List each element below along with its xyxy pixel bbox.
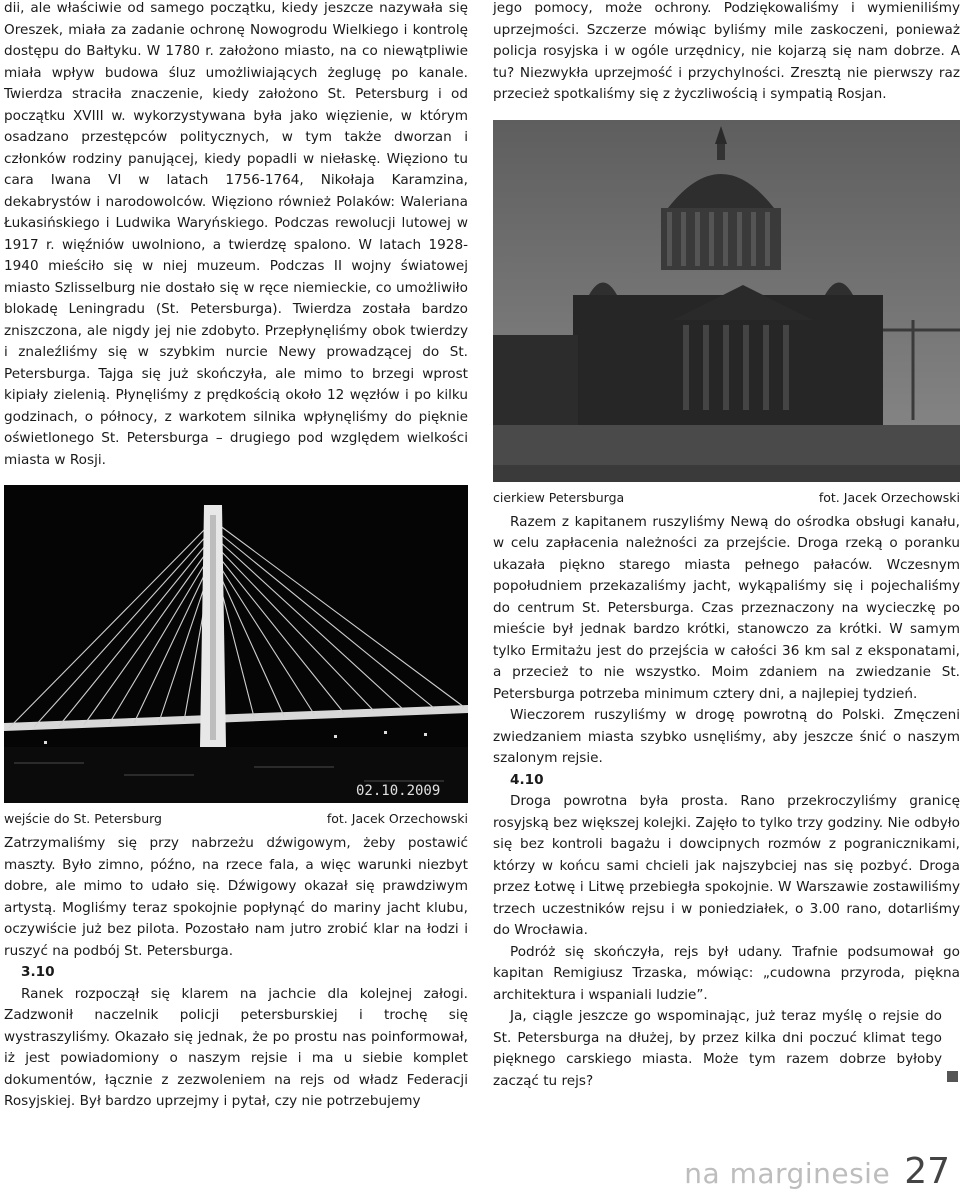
magazine-name: na marginesie (684, 1157, 891, 1190)
bridge-photo (4, 485, 468, 803)
right-column (493, 0, 960, 1092)
left-photo-caption (4, 811, 468, 827)
page-footer (684, 1151, 950, 1192)
photo-credit: fot. Jacek Orzechowski (326, 811, 468, 826)
left-paragraph-3: Ranek rozpoczął się klarem na jachcie dla kolejnej załogi. Zadzwonił naczelnik policji petersburskiej i trochę się wystraszyliśmy. Okazało się jednak, że po prostu nas poinformował, iż jest powiadomiony o naszym rejsie i ma u siebie komplet dokumentów, łącznie z zezwoleniem na rejs od władz Federacji Rosyjskiej. Był bardzo uprzejmy i pytał, czy nie potrzebujemy (4, 985, 468, 1109)
photo-date-stamp: 02.10.2009 (356, 783, 441, 799)
st-isaac-cathedral-image (493, 120, 960, 482)
caption-text: cierkiew Petersburga (493, 489, 625, 505)
left-intro-paragraph: dii, ale właściwie od samego początku, kiedy jeszcze nazywała się Oreszek, miała za zadanie ochronę Nowogrodu Wielkiego i kontrolę dostępu do Bałtyku. W 1780 r. założono miasto, na co niewątpliwie miała wpływ budowa śluz umożliwiających żeglugę po kanale. Twierdza straciła znaczenie, kiedy założono St. Petersburg i od początku XVIII w. wykorzystywana była jako więzienie, w którym osadzano przestępców politycznych, w tym także dworzan i członków rodziny panującej, kiedy popadli w niełaskę. Więziono tu cara Iwana VI w latach 1756-1764, Nikołaja Karamzina, dekabrystów i narodowolców. Więziono również Polaków: Waleriana Łukasińskiego i Ludwika Waryńskiego. Podczas rewolucji lutowej w 1917 r. więźniów uwolniono, a twierdzę spalono. W latach 1928-1940 mieściło się w niej muzeum. Podczas II wojny światowej miasto Szlisselburg nie dostało się w ręce niemieckie, co umożliwiło blokadę Leningradu (St. Petersburga). Twierdza została bardzo zniszczona, ale nigdy jej nie zdobyto. Przepłynęliśmy obok twierdzy i znaleźliśmy się w szybkim nurcie Newy prowadzącej do St. Petersburga. Tajga się już skończyła, ale mimo to brzegi wprost kipiały zielenią. Płynęliśmy z prędkością około 12 węzłów i po kilku godzinach, o północy, z warkotem silnika wpłynęliśmy do pięknie oświetlonego St. Petersburga – drugiego pod względem wielkości miasta w Rosji. (4, 0, 468, 468)
cathedral-photo (493, 120, 960, 482)
right-photo-caption (493, 490, 960, 506)
right-intro-paragraph: jego pomocy, może ochrony. Podziękowaliśmy i wymieniliśmy uprzejmości. Szczerze mówiąc byliśmy mile zaskoczeni, ponieważ policja rosyjska i w ogóle urzędnicy, nie kojarzą się nam dobrze. A tu? Niezwykła uprzejmość i przychylności. Zresztą nie pierwszy raz przecież spotkaliśmy się z życzliwością i sympatią Rosjan. (493, 0, 960, 102)
end-of-article-mark (947, 1071, 958, 1082)
page-number: 27 (904, 1151, 950, 1192)
right-paragraph-5: Ja, ciągle jeszcze go wspominając, już teraz myślę o rejsie do St. Petersburga na dłużej, by przez kilka dni poczuć klimat tego pięknego carskiego miasta. Może tym razem dobrze byłoby zacząć tu rejs? (493, 1006, 960, 1092)
heading-3-10: 3.10 (21, 964, 55, 980)
left-column (4, 0, 468, 1113)
heading-4-10: 4.10 (510, 771, 544, 788)
caption-text: wejście do St. Petersburg (4, 811, 162, 826)
right-paragraph-3: Droga powrotna była prosta. Rano przekroczyliśmy granicę rosyjską bez większej kolejki. Zajęło to tylko trzy godziny. Nie odbyło się bez kontroli bagażu i dowcipnych rozmów z pogranicznikami, którzy w końcu sami chcieli jak najszybciej nas się pozbyć. Droga przez Łotwę i Litwę przebiegła spokojnie. W Warszawie zostawiliśmy trzech uczestników rejsu i w poniedziałek, o 3.00 rano, dotarliśmy do Wrocławia. (493, 793, 960, 938)
right-paragraph-1: Razem z kapitanem ruszyliśmy Newą do ośrodka obsługi kanału, w celu zapłacenia należności za przejście. Droga rzeką o poranku ukazała piękno starego miasta pełnego pałaców. Wczesnym popołudniem przekazaliśmy jacht, wykąpaliśmy się i pojechaliśmy do centrum St. Petersburga. Czas przeznaczony na wycieczkę po mieście był jednak bardzo krótki, stanowczo za krótki. W samym tylko Ermitażu jest do przejścia w całości 36 km sal z eksponatami, a przecież to nie wszystko. Moim zdaniem na zwiedzanie St. Petersburga potrzeba minimum cztery dni, a najlepiej tydzień. (493, 513, 960, 702)
left-paragraph-2: Zatrzymaliśmy się przy nabrzeżu dźwigowym, żeby postawić maszty. Było zimno, późno, na rzece fala, a więc warunki niezbyt dobre, ale mimo to udało się. Dźwigowy okazał się prawdziwym artystą. Mogliśmy teraz spokojnie popłynąć do mariny jacht klubu, oczywiście już bez pilota. Pozostało nam jutro zrobić klar na łodzi i ruszyć na podbój St. Petersburga. (4, 835, 468, 959)
right-paragraph-2: Wieczorem ruszyliśmy w drogę powrotną do Polski. Zmęczeni zwiedzaniem miasta szybko usnęliśmy, aby jeszcze śnić o naszym szalonym rejsie. (493, 707, 960, 766)
cable-stayed-bridge-image (4, 485, 468, 803)
photo-credit: fot. Jacek Orzechowski (818, 489, 960, 505)
right-paragraph-4: Podróż się skończyła, rejs był udany. Trafnie podsumował go kapitan Remigiusz Trzaska, mówiąc: „cudowna przyroda, piękna architektura i wspaniali ludzie”. (493, 943, 960, 1003)
